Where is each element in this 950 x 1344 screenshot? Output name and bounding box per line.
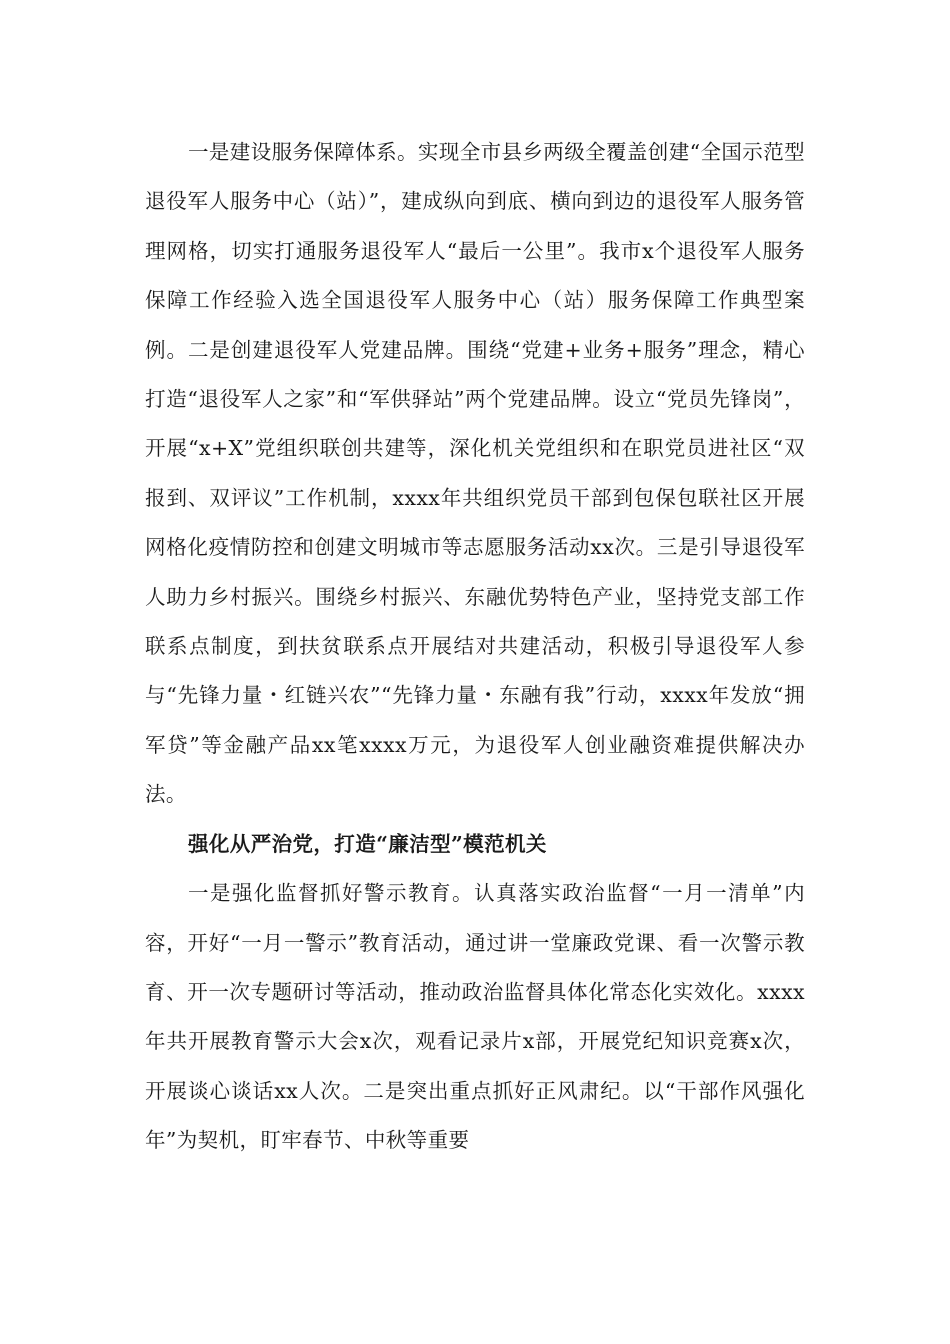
- document-body: [145, 128, 805, 1166]
- paragraph-service-system: 一是建设服务保障体系。实现全市县乡两级全覆盖创建“全国示范型退役军人服务中心（站）”，建成纵向到底、横向到边的退役军人服务管理网格，切实打通服务退役军人“最后一公里”。我市x个退役军人服务保障工作经验入选全国退役军人服务中心（站）服务保障工作典型案例。二是创建退役军人党建品牌。围绕“党建+业务+服务”理念，精心打造“退役军人之家”和“军供驿站”两个党建品牌。设立“党员先锋岗”，开展“x+X”党组织联创共建等，深化机关党组织和在职党员进社区“双报到、双评议”工作机制，xxxx年共组织党员干部到包保包联社区开展网格化疫情防控和创建文明城市等志愿服务活动xx次。三是引导退役军人助力乡村振兴。围绕乡村振兴、东融优势特色产业，坚持党支部工作联系点制度，到扶贫联系点开展结对共建活动，积极引导退役军人参与“先锋力量・红链兴农”“先锋力量・东融有我”行动，xxxx年发放“拥军贷”等金融产品xx笔xxxx万元，为退役军人创业融资难提供解决办法。: [145, 140, 805, 807]
- section-heading: 强化从严治党，打造“廉洁型”模范机关: [188, 831, 547, 856]
- paragraph-supervision: 一是强化监督抓好警示教育。认真落实政治监督“一月一清单”内容，开好“一月一警示”教育活动，通过讲一堂廉政党课、看一次警示教育、开一次专题研讨等活动，推动政治监督具体化常态化实效化。xxxx年共开展教育警示大会x次，观看记录片x部，开展党纪知识竞赛x次，开展谈心谈话xx人次。二是突出重点抓好正风肃纪。以“干部作风强化年”为契机，盯牢春节、中秋等重要: [145, 881, 805, 1153]
